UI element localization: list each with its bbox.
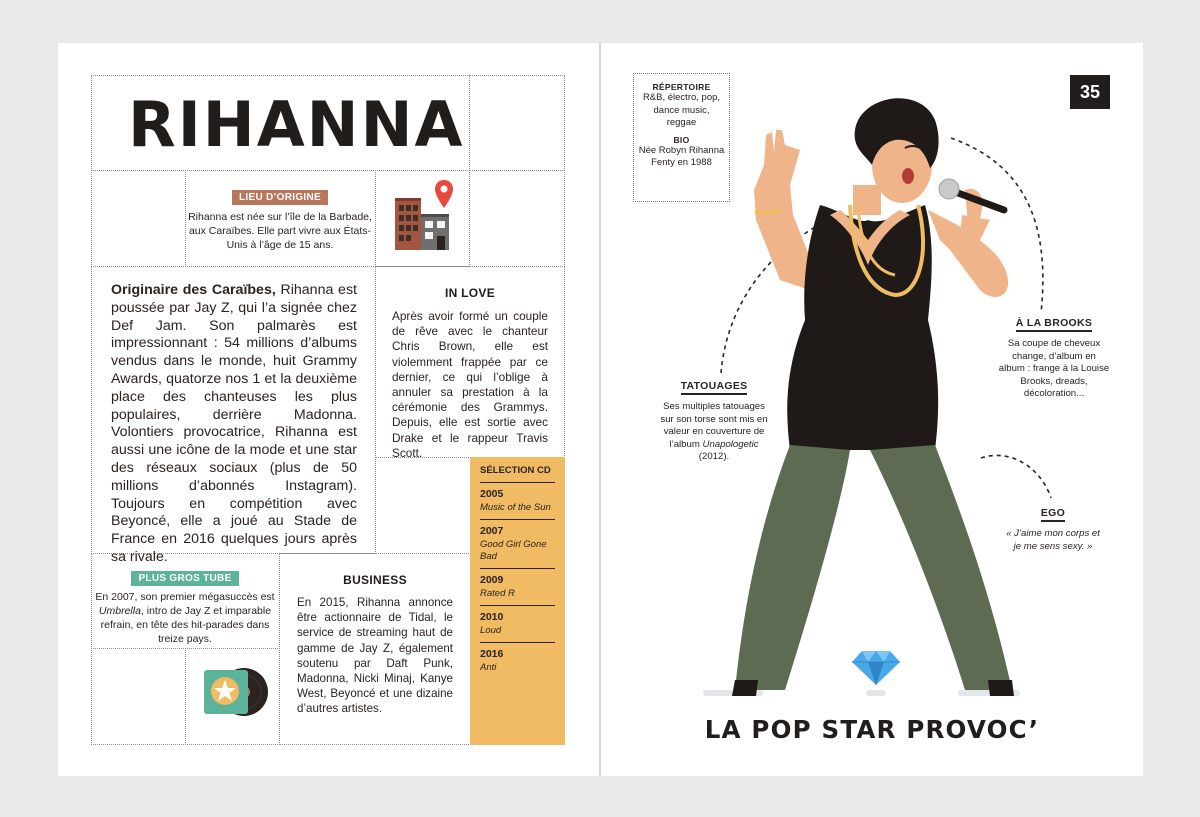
- cd-year: 2009: [480, 574, 504, 586]
- cd-album: Rated R: [480, 588, 515, 599]
- in-love-text: Après avoir formé un couple de rêve avec le chanteur Chris Brown, elle est violemment frappée par ce dernier, ce qui l’oblige à annuler sa prestation à la cérémonie des Grammys. Depuis, elle est sortie avec Drake et le rappeur Travis Scott.: [392, 309, 548, 460]
- gros-tube-block: [95, 568, 275, 646]
- cd-album: Loud: [480, 625, 502, 636]
- ego-label: EGO: [1041, 507, 1065, 522]
- business-title: BUSINESS: [343, 573, 407, 587]
- cd-year: 2007: [480, 525, 504, 537]
- cd-item: [480, 520, 555, 569]
- grid-cell-empty: [469, 170, 565, 267]
- origin-tag: LIEU D’ORIGINE: [232, 190, 328, 205]
- cd-year: 2016: [480, 648, 504, 660]
- ego-quote-text: « J’aime mon corps et je me sens sexy. »: [1006, 528, 1100, 552]
- business-text: En 2015, Rihanna annonce être actionnaire de Tidal, le service de streaming haut de gamme de Jay Z, également soutenu par Daft Punk, Madonna, Nicki Minaj, Kanye West, Beyoncé et une dizaine d’autres artistes.: [297, 596, 453, 716]
- tatouages-text-before: Ses multiples tatouages sur son torse sont mis en valeur en couverture de l’album: [660, 401, 768, 450]
- in-love-block: [392, 286, 548, 461]
- cd-year: 2005: [480, 488, 504, 500]
- cd-item: [480, 569, 555, 606]
- main-body: Rihanna est poussée par Jay Z, qui l’a signée chez Def Jam. Son palmarès est impressionnant : 54 millions d’albums vendus dans le monde, huit Grammy Awards, quatorze nos 1 et la deuxième place des chanteuses les plus populaires, derrière Madonna. Volontiers provocatrice, Rihanna est aussi une icône de la mode et une star des réseaux sociaux (plus de 50 millions d’abonnés Instagram). Toujours en compétition avec Beyoncé, elle a joué au Stade de France en 2016 quelques jours après sa rivale.: [111, 282, 357, 565]
- main-article: [111, 282, 357, 567]
- cd-album: Music of the Sun: [480, 502, 551, 513]
- origin-block: [188, 187, 372, 252]
- cd-item: [480, 643, 555, 679]
- page-title: RIHANNA: [128, 88, 465, 161]
- gros-tube-text-after: , intro de Jay Z et imparable refrain, en tête des hit-parades dans treize pays.: [100, 605, 272, 645]
- grid-cell-corner: [469, 75, 565, 171]
- repertoire-label: RÉPERTOIRE: [652, 82, 711, 92]
- origin-text: Rihanna est née sur l’île de la Barbade, aux Caraïbes. Elle part vivre aux États-Unis à l’âge de 15 ans.: [188, 211, 372, 251]
- footer-title: LA POP STAR PROVOC’: [704, 715, 1040, 744]
- cd-selection-title: SÉLECTION CD: [480, 465, 555, 483]
- ego-annotation: [1003, 503, 1103, 553]
- brooks-annotation: [998, 313, 1110, 401]
- tatouages-album: Unapologetic: [702, 438, 759, 450]
- cd-album: Anti: [480, 662, 497, 673]
- star-icon: [209, 675, 241, 707]
- tatouages-text-after: (2012).: [698, 451, 730, 463]
- grid-cell-blank-2: [91, 648, 186, 745]
- ego-quote: [1003, 528, 1103, 553]
- gros-tube-text-before: En 2007, son premier mégasuccès est: [95, 591, 275, 603]
- cd-item: [480, 483, 555, 520]
- microphone-icon: [938, 178, 1008, 216]
- cd-selection-panel: [470, 457, 565, 745]
- brooks-text: Sa coupe de cheveux change, d’album en album : frange à la Louise Brooks, dreads, décoloration...: [998, 338, 1110, 400]
- bio-label: BIO: [673, 134, 690, 145]
- in-love-title: IN LOVE: [444, 286, 496, 300]
- gros-tube-song: Umbrella: [98, 605, 141, 617]
- grid-cell-empty-2: [375, 457, 471, 554]
- business-block: [297, 573, 453, 717]
- tatouages-annotation: [658, 376, 770, 464]
- cd-year: 2010: [480, 611, 504, 623]
- diamond-icon: [852, 651, 900, 685]
- cd-item: [480, 606, 555, 643]
- page-number: 35: [1070, 75, 1110, 109]
- tatouages-label: TATOUAGES: [681, 380, 748, 395]
- tatouages-text: [658, 401, 770, 464]
- gros-tube-text: [95, 590, 275, 646]
- bio-text: Née Robyn Rihanna Fenty en 1988: [638, 144, 725, 168]
- brooks-label: À LA BROOKS: [1016, 317, 1092, 332]
- cd-album: Good Girl Gone Bad: [480, 539, 547, 562]
- repertoire-text: R&B, électro, pop, dance music, reggae: [642, 92, 721, 128]
- main-lead: Originaire des Caraïbes,: [111, 282, 276, 298]
- location-pin-icon: [435, 180, 453, 208]
- gros-tube-tag: PLUS GROS TUBE: [131, 571, 238, 586]
- grid-cell-blank: [91, 170, 186, 267]
